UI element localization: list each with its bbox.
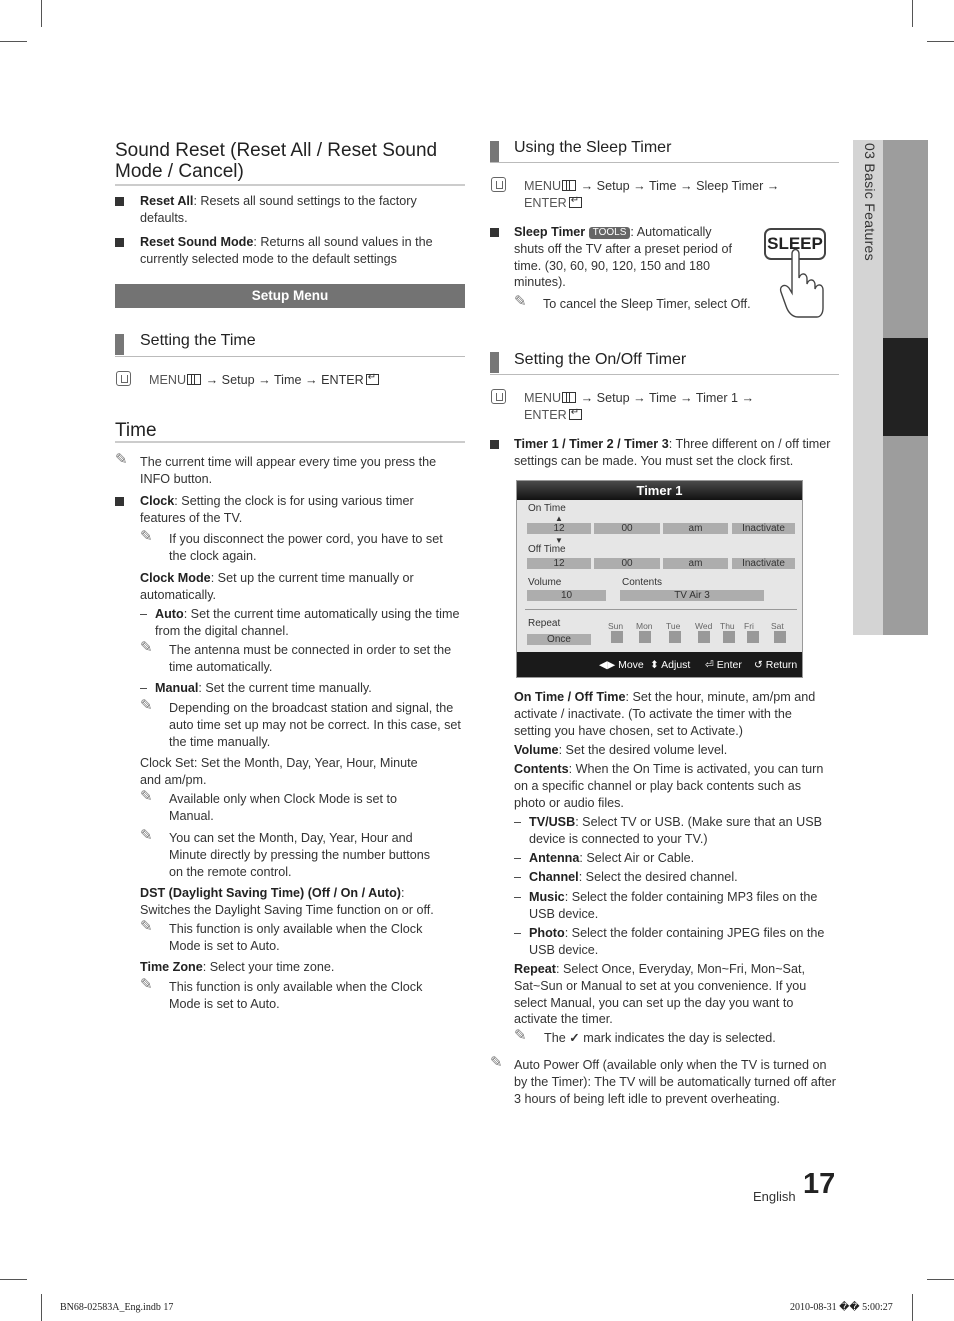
enter-hint: ⏎ Enter xyxy=(705,659,742,671)
note-clock-mode-only: Available only when Clock Mode is set to Manual. xyxy=(169,792,397,823)
note-icon: ✎ xyxy=(140,827,153,844)
divider xyxy=(115,356,465,357)
auto-item: Auto: Set the current time automatically using the time from the digital channel. xyxy=(155,607,460,638)
day-label: Fri xyxy=(744,621,754,631)
menu-icon xyxy=(116,371,131,386)
note-auto-power-off: Auto Power Off (available only when the TV is turned on by the Timer): The TV will be automatically turned off after 3 hours of being left idle to prevent overheating. xyxy=(514,1058,836,1106)
day-label: Sat xyxy=(771,621,784,631)
on-ampm-field[interactable]: am xyxy=(663,523,728,534)
day-label: Wed xyxy=(695,621,713,631)
note-icon: ✎ xyxy=(140,639,153,656)
note-antenna: The antenna must be connected in order to set the time automatically. xyxy=(169,643,452,674)
note-icon: ✎ xyxy=(140,788,153,805)
return-hint: ↺ Return xyxy=(754,659,798,671)
day-label: Thu xyxy=(720,621,735,631)
setting-time-title: Setting the Time xyxy=(140,332,256,349)
crop-mark xyxy=(0,1279,27,1280)
note-cancel-sleep: To cancel the Sleep Timer, select Off. xyxy=(543,297,751,311)
manual-item: Manual: Set the current time manually. xyxy=(155,681,372,695)
dash: – xyxy=(140,607,148,621)
sleep-button: SLEEP xyxy=(764,228,826,260)
contents-label: Contents xyxy=(622,577,663,588)
clock-item: Clock: Setting the clock is for using various timer features of the TV. xyxy=(140,494,414,525)
on-off-time-desc: On Time / Off Time: Set the hour, minute, am/pm and activate / inactivate. (To activate the timer with the setting you have chosen, set to Activate.) xyxy=(514,690,816,738)
chapter-label: 03 Basic Features xyxy=(861,143,878,261)
menu-button-icon xyxy=(562,180,576,191)
dash: – xyxy=(514,890,522,904)
on-minute-field[interactable]: 00 xyxy=(594,523,660,534)
bullet xyxy=(115,238,124,247)
off-activate-field[interactable]: Inactivate xyxy=(732,558,795,569)
note-icon: ✎ xyxy=(140,697,153,714)
sleep-menu-path: MENU → Setup → Time → Sleep Timer → ENTER↵ xyxy=(524,178,834,212)
bullet xyxy=(490,228,499,237)
enter-icon: ⏎ xyxy=(705,659,714,671)
divider xyxy=(115,441,465,443)
off-hour-field[interactable]: 12 xyxy=(527,558,591,569)
divider xyxy=(490,162,839,163)
note-current-time: The current time will appear every time you press the INFO button. xyxy=(140,455,437,486)
divider xyxy=(115,184,465,186)
day-label: Mon xyxy=(636,621,653,631)
checkmark-icon: ✓ xyxy=(569,1031,580,1045)
menu-button-icon xyxy=(187,374,201,385)
footer-file: BN68-02583A_Eng.indb 17 xyxy=(60,1302,174,1313)
time-zone-item: Time Zone: Select your time zone. xyxy=(140,960,335,974)
enter-icon xyxy=(366,374,379,385)
note-icon: ✎ xyxy=(514,293,527,310)
crop-mark xyxy=(912,1294,913,1321)
note-broadcast: Depending on the broadcast station and signal, the auto time set up may not be correct. In this case, set the time manually. xyxy=(169,701,461,749)
footer-date: 2010-08-31 �� 5:00:27 xyxy=(790,1302,893,1313)
divider xyxy=(490,374,839,375)
antenna-desc: Antenna: Select Air or Cable. xyxy=(529,851,695,865)
bullet xyxy=(490,440,499,449)
note-disconnect: If you disconnect the power cord, you have to set the clock again. xyxy=(169,532,443,563)
timer-panel-title: Timer 1 xyxy=(517,481,802,500)
sleep-button-illustration xyxy=(762,226,837,318)
day-checkbox[interactable] xyxy=(639,631,651,643)
day-checkbox[interactable] xyxy=(774,631,786,643)
music-desc: Music: Select the folder containing MP3 files on the USB device. xyxy=(529,890,818,921)
bullet xyxy=(115,197,124,206)
timer-item: Timer 1 / Timer 2 / Timer 3: Three different on / off timer settings can be made. You must set the clock first. xyxy=(514,437,831,468)
crop-mark xyxy=(927,1279,954,1280)
crop-mark xyxy=(927,41,954,42)
tvusb-desc: TV/USB: Select TV or USB. (Make sure that an USB device is connected to your TV.) xyxy=(529,815,823,846)
crop-mark xyxy=(912,0,913,27)
menu-button-icon xyxy=(562,392,576,403)
on-time-label: On Time xyxy=(528,503,566,514)
chapter-tab-active xyxy=(883,338,928,436)
day-label: Sun xyxy=(608,621,624,631)
onoff-timer-title: Setting the On/Off Timer xyxy=(514,351,687,368)
time-menu-path: MENU → Setup → Time → ENTER↵ xyxy=(149,372,379,389)
off-time-label: Off Time xyxy=(528,544,566,555)
time-title: Time xyxy=(115,420,157,441)
setup-menu-bar: Setup Menu xyxy=(115,284,465,308)
move-hint: ◀▶ Move xyxy=(599,659,644,671)
note-dst: This function is only available when the Clock Mode is set to Auto. xyxy=(169,922,423,953)
tools-badge: TOOLS xyxy=(589,227,631,239)
hand-icon xyxy=(762,226,837,318)
dash: – xyxy=(514,926,522,940)
clock-set-item: Clock Set: Set the Month, Day, Year, Hour, Minute and am/pm. xyxy=(140,756,418,787)
dash: – xyxy=(514,851,522,865)
contents-desc: Contents: When the On Time is activated, you can turn on a specific channel or play back contents such as photo or audio files. xyxy=(514,762,824,810)
section-marker xyxy=(490,141,499,162)
off-ampm-field[interactable]: am xyxy=(663,558,728,569)
volume-field[interactable]: 10 xyxy=(527,590,606,601)
note-icon: ✎ xyxy=(115,451,128,468)
sleep-timer-title: Using the Sleep Timer xyxy=(514,139,672,156)
crop-mark xyxy=(41,0,42,27)
note-icon: ✎ xyxy=(140,528,153,545)
reset-all-item: Reset All: Resets all sound settings to the factory defaults. xyxy=(140,194,417,225)
section-marker xyxy=(115,334,124,355)
on-activate-field[interactable]: Inactivate xyxy=(732,523,795,534)
repeat-field[interactable]: Once xyxy=(527,634,591,645)
panel-divider xyxy=(525,609,797,610)
channel-desc: Channel: Select the desired channel. xyxy=(529,870,738,884)
menu-icon xyxy=(491,389,506,404)
note-direct-input: You can set the Month, Day, Year, Hour and Minute directly by pressing the number buttons on the remote control. xyxy=(169,831,431,879)
on-hour-field[interactable]: 12 xyxy=(527,523,591,534)
dst-item: DST (Daylight Saving Time) (Off / On / Auto): Switches the Daylight Saving Time function on or off. xyxy=(140,886,434,917)
volume-label: Volume xyxy=(528,577,562,588)
adjust-hint: ⬍ Adjust xyxy=(650,659,691,671)
menu-icon xyxy=(491,177,506,192)
page-language: English xyxy=(753,1189,796,1204)
note-icon: ✎ xyxy=(140,976,153,993)
crop-mark xyxy=(41,1294,42,1321)
note-icon: ✎ xyxy=(140,918,153,935)
panel-footer xyxy=(517,652,802,678)
clock-mode-item: Clock Mode: Set up the current time manually or automatically. xyxy=(140,571,414,602)
enter-icon xyxy=(569,197,582,208)
down-arrow-icon: ▼ xyxy=(555,536,563,545)
photo-desc: Photo: Select the folder containing JPEG files on the USB device. xyxy=(529,926,825,957)
bullet xyxy=(115,497,124,506)
timer-settings-panel xyxy=(516,480,803,678)
day-checkbox[interactable] xyxy=(669,631,681,643)
enter-icon xyxy=(569,409,582,420)
reset-sound-mode-item: Reset Sound Mode: Returns all sound values in the currently selected mode to the default settings xyxy=(140,235,433,266)
adjust-arrows-icon: ⬍ xyxy=(650,659,659,671)
repeat-label: Repeat xyxy=(528,618,561,629)
crop-mark xyxy=(0,41,27,42)
page-number: 17 xyxy=(803,1168,836,1200)
sound-reset-title: Sound Reset (Reset All / Reset Sound Mode / Cancel) xyxy=(115,140,438,182)
repeat-desc: Repeat: Select Once, Everyday, Mon~Fri, Mon~Sat, Sat~Sun or Manual to set at you convenience. If you select Manual, you can set up the day you want to activate the timer. xyxy=(514,962,807,1027)
sleep-timer-item: Sleep Timer TOOLS : Automatically shuts off the TV after a preset period of time. (30, 60, 90, 120, 150 and 180 minutes). xyxy=(514,225,732,290)
dash: – xyxy=(514,870,522,884)
move-arrows-icon: ◀▶ xyxy=(599,659,616,671)
up-arrow-icon: ▲ xyxy=(555,514,563,523)
dash: – xyxy=(514,815,522,829)
section-marker xyxy=(490,352,499,373)
note-icon: ✎ xyxy=(490,1054,503,1071)
note-icon: ✎ xyxy=(514,1027,527,1044)
onoff-menu-path: MENU → Setup → Time → Timer 1 → ENTER↵ xyxy=(524,390,834,424)
day-checkbox[interactable] xyxy=(698,631,710,643)
day-checkbox[interactable] xyxy=(747,631,759,643)
return-icon: ↺ xyxy=(754,659,763,671)
day-checkbox[interactable] xyxy=(723,631,735,643)
contents-field[interactable]: TV Air 3 xyxy=(620,590,764,601)
dash: – xyxy=(140,681,148,695)
day-label: Tue xyxy=(666,621,681,631)
note-checkmark: The ✓ mark indicates the day is selected. xyxy=(544,1031,776,1045)
off-minute-field[interactable]: 00 xyxy=(594,558,660,569)
volume-desc: Volume: Set the desired volume level. xyxy=(514,743,728,757)
note-time-zone: This function is only available when the Clock Mode is set to Auto. xyxy=(169,980,423,1011)
day-checkbox[interactable] xyxy=(611,631,623,643)
